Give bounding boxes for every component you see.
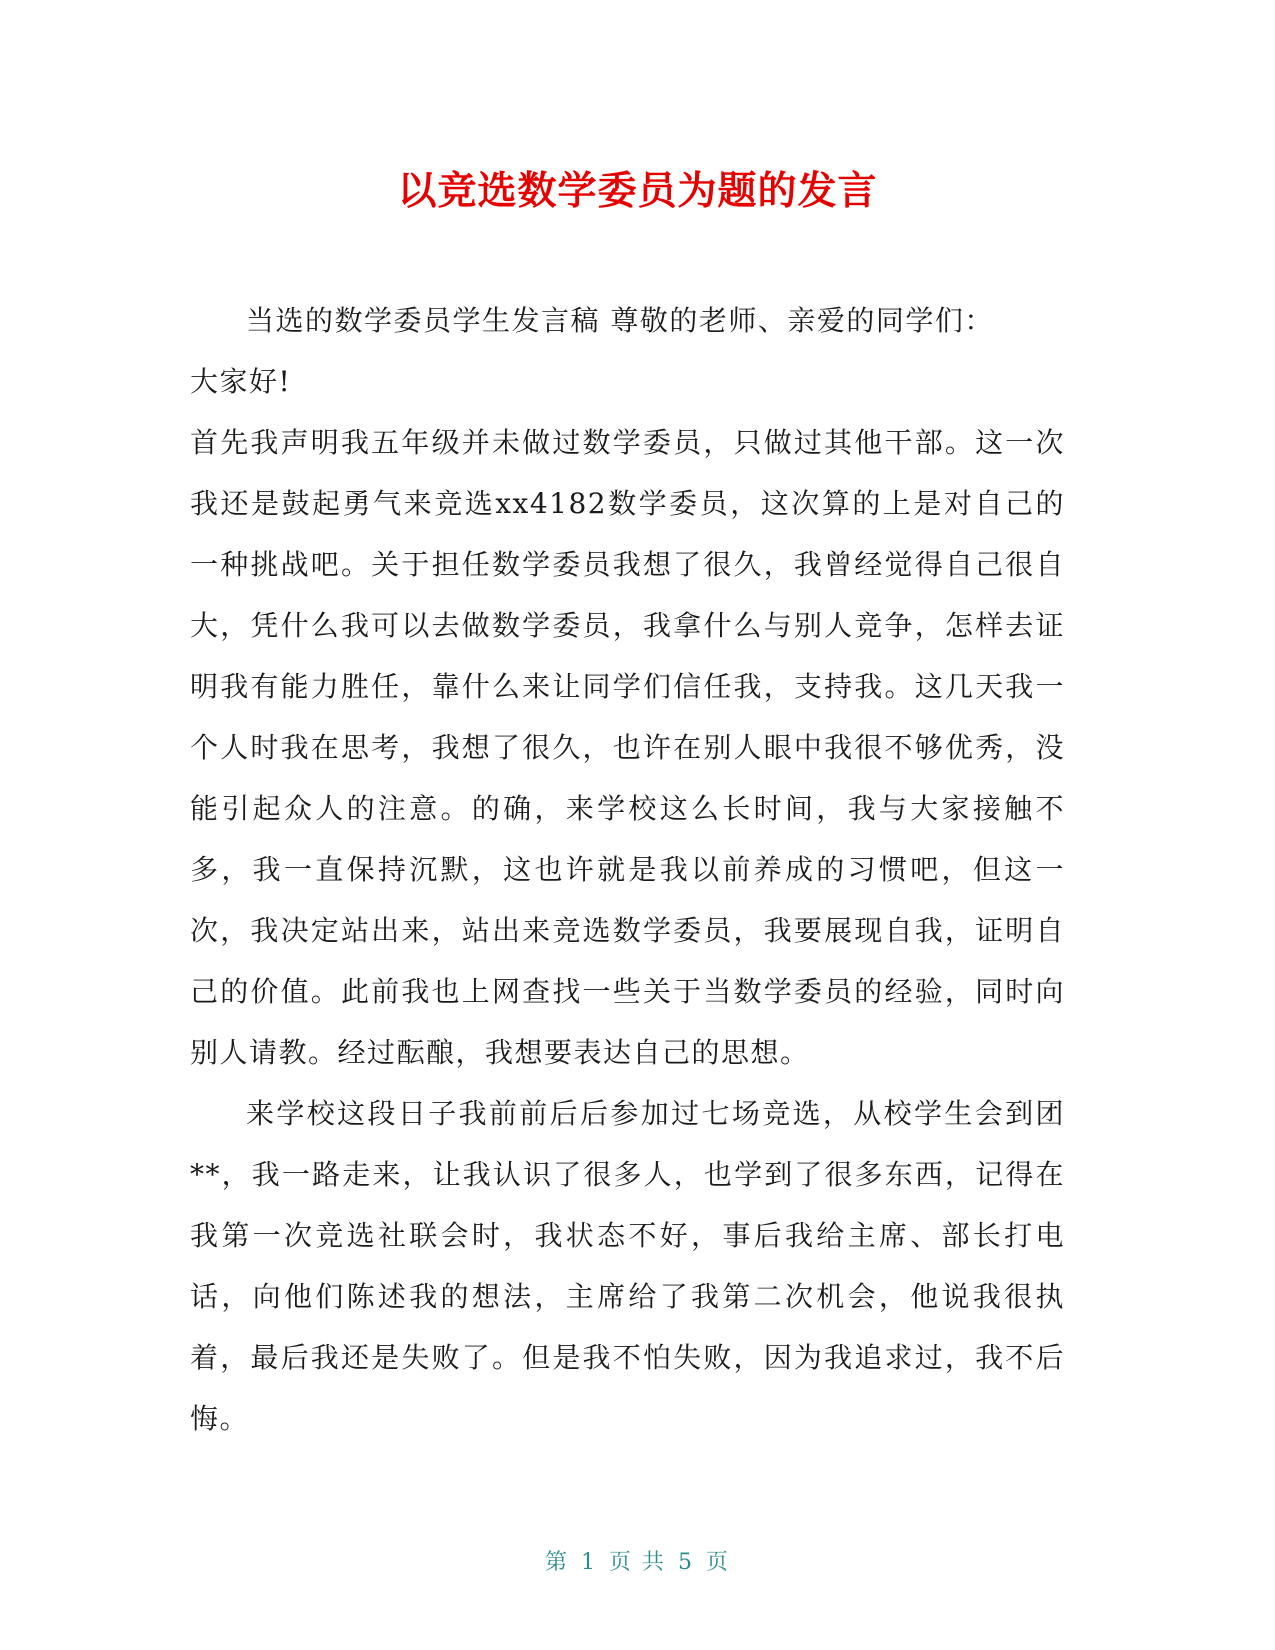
footer-suffix: 页 [706, 1550, 731, 1575]
footer-prefix: 第 [544, 1550, 569, 1575]
paragraph-greeting: 大家好! [190, 365, 292, 398]
footer-total-pages: 5 [678, 1550, 694, 1575]
paragraph-experience: 来学校这段日子我前前后后参加过七场竞选，从校学生会到团**，我一路走来，让我认识了很多人，也学到了很多东西，记得在我第一次竞选社联会时，我状态不好，事后我给主席、部长打电话，向他们陈述我的想法，主席给了我第二次机会，他说我很执着，最后我还是失败了。但是我不怕失败，因为我追求过，我不后悔。 [190, 1097, 1065, 1435]
page-footer [0, 1545, 1275, 1576]
footer-current-page: 1 [581, 1550, 597, 1575]
document-body [190, 290, 1065, 1449]
paragraph-salutation: 当选的数学委员学生发言稿 尊敬的老师、亲爱的同学们： [246, 304, 994, 337]
footer-middle: 页 共 [609, 1550, 666, 1575]
paragraph-main: 首先我声明我五年级并未做过数学委员，只做过其他干部。这一次我还是鼓起勇气来竞选xx4182数学委员，这次算的上是对自己的一种挑战吧。关于担任数学委员我想了很久，我曾经觉得自己很自大，凭什么我可以去做数学委员，我拿什么与别人竞争，怎样去证明我有能力胜任，靠什么来让同学们信任我，支持我。这几天我一个人时我在思考，我想了很久，也许在别人眼中我很不够优秀，没能引起众人的注意。的确，来学校这么长时间，我与大家接触不多，我一直保持沉默，这也许就是我以前养成的习惯吧，但这一次，我决定站出来，站出来竞选数学委员，我要展现自我，证明自己的价值。此前我也上网查找一些关于当数学委员的经验，同时向别人请教。经过酝酿，我想要表达自己的思想。 [190, 426, 1065, 1069]
document-title: 以竞选数学委员为题的发言 [397, 169, 878, 214]
